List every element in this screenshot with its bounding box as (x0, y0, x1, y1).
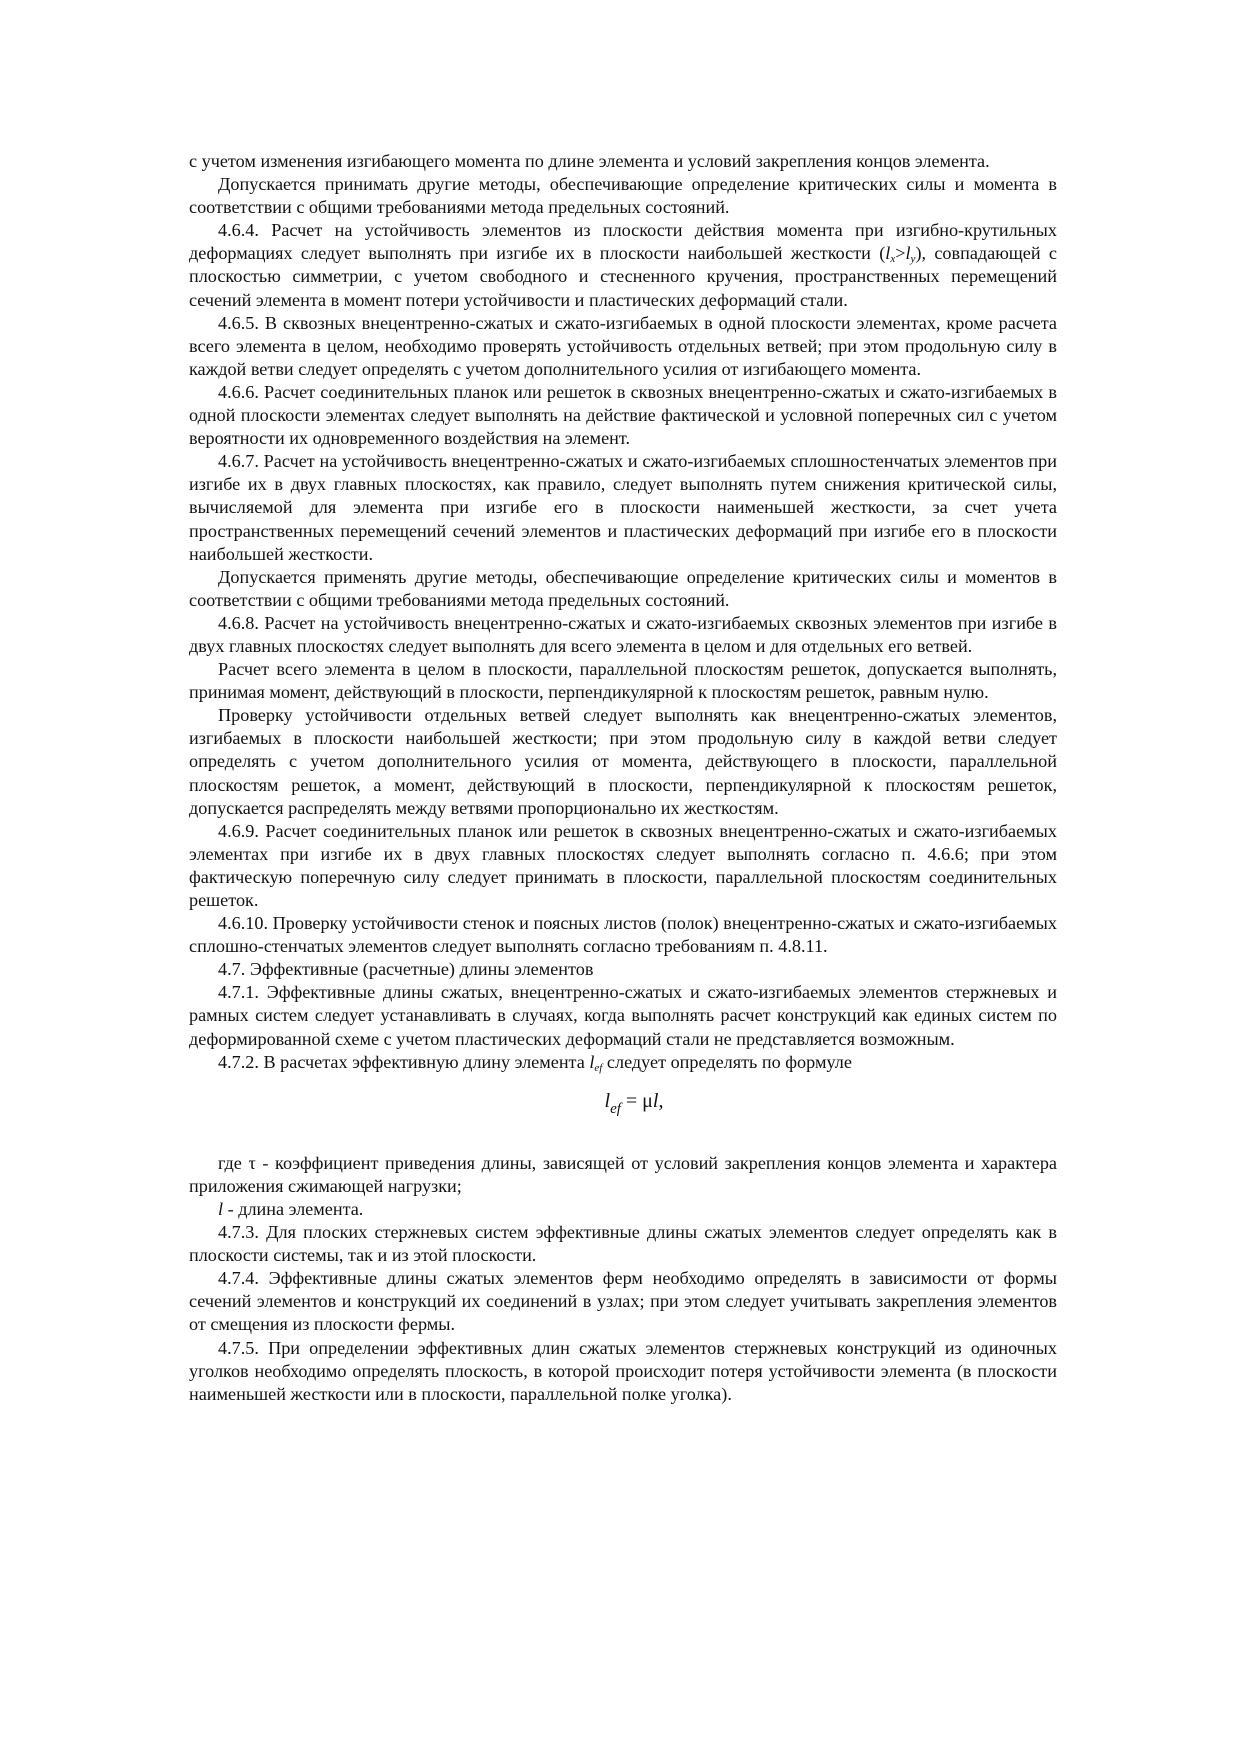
paragraph-4-6-4-text-b: ), совпадающей с плоскостью симметрии, с учетом свободного и стесненного кручения, пространственных перемещений сечений элемента в момент потери устойчивости и пластических деформаций стали. (189, 243, 1057, 310)
paragraph-continuation: с учетом изменения изгибающего момента по длине элемента и условий закрепления концов элемента. (189, 151, 990, 171)
formula-l-letter: l (604, 1089, 611, 1112)
paragraph-4-6-9: 4.6.9. Расчет соединительных планок или решеток в сквозных внецентренно-сжатых и сжато-изгибаемых элементах при изгибе их в двух главных плоскостях следует выполнять согласно п. 4.6.6; при этом фактическую поперечную силу следует принимать в плоскости, параллельной плоскостям соединительных решеток. (189, 820, 1057, 910)
paragraph-4-7-5: 4.7.5. При определении эффективных длин сжатых элементов стержневых конструкций из одиночных уголков необходимо определять плоскость, в которой происходит потеря устойчивости элемента (в плоскости наименьшей жесткости или в плоскости, параллельной полке уголка). (189, 1337, 1057, 1404)
symbol-l-x-letter: l (885, 243, 891, 264)
formula-l-ef (604, 1089, 621, 1117)
paragraph-l-definition-text: - длина элемента. (223, 1198, 364, 1219)
paragraph-4-6-7: 4.6.7. Расчет на устойчивость внецентренно-сжатых и сжато-изгибаемых сплошностенчатых элементов при изгибе их в двух главных плоскостях, как правило, следует выполнять путем снижения критической силы, вычисляемой для элемента при изгибе его в плоскости наименьшей жесткости, за счет учета пространственных перемещений сечений элементов и пластических деформаций при изгибе его в плоскости наибольшей жесткости. (189, 451, 1057, 564)
formula-effective-length (189, 1078, 1057, 1146)
paragraph-4-6-4-text-a: 4.6.4. Расчет на устойчивость элементов из плоскости действия момента при изгибно-крутильных деформациях следует выполнять при изгибе их в плоскости наибольшей жесткости ( (189, 220, 1057, 264)
formula-comma: , (658, 1089, 664, 1112)
formula-l: l (652, 1089, 659, 1112)
paragraph-where-tau: где τ - коэффициент приведения длины, зависящей от условий закрепления концов элемента и характера приложения сжимающей нагрузки; (189, 1152, 1057, 1196)
symbol-l-x-subscript: x (890, 253, 896, 266)
paragraph-other-methods-2: Допускается применять другие методы, обеспечивающие определение критических силы и моментов в соответствии с общими требованиями метода предельных состояний. (189, 566, 1057, 610)
formula-ef-subscript: ef (610, 1100, 621, 1117)
paragraph-whole-element: Расчет всего элемента в целом в плоскости, параллельной плоскостям решеток, допускается выполнять, принимая момент, действующий в плоскости, перпендикулярной к плоскостям решеток, равным нулю. (189, 659, 1057, 703)
paragraph-4-6-10: 4.6.10. Проверку устойчивости стенок и поясных листов (полок) внецентренно-сжатых и сжато-изгибаемых сплошно-стенчатых элементов следует выполнять согласно требованиям п. 4.8.11. (189, 913, 1057, 957)
paragraph-4-6-8: 4.6.8. Расчет на устойчивость внецентренно-сжатых и сжато-изгибаемых сквозных элементов при изгибе в двух главных плоскостях следует выполнять для всего элемента в целом и для отдельных его ветвей. (189, 612, 1057, 656)
paragraph-4-7-4: 4.7.4. Эффективные длины сжатых элементов ферм необходимо определять в зависимости от формы сечений элементов и конструкций их соединений в узлах; при этом следует учитывать закрепления элементов от смещения из плоскости фермы. (189, 1268, 1057, 1335)
symbol-l-ef (589, 1052, 602, 1072)
symbol-l-y-subscript: y (910, 253, 916, 266)
paragraph-4-6-4 (189, 219, 1057, 311)
symbol-l: l (218, 1198, 224, 1219)
section-heading-4-7: 4.7. Эффективные (расчетные) длины элементов (218, 959, 594, 980)
symbol-l-x (885, 243, 896, 266)
paragraph-branch-check: Проверку устойчивости отдельных ветвей следует выполнять как внецентренно-сжатых элементов, изгибаемых в плоскости наибольшей жесткости; при этом продольную силу в каждой ветви следует определять с учетом дополнительного усилия от момента, действующего в плоскости, параллельной плоскостям решеток, а момент, действующий в плоскости, перпендикулярной к плоскостям решеток, допускается распределять между ветвями пропорционально их жесткостям. (189, 705, 1057, 818)
document-page (189, 150, 1057, 1406)
paragraph-other-methods: Допускается принимать другие методы, обеспечивающие определение критических силы и момента в соответствии с общими требованиями метода предельных состояний. (189, 174, 1057, 218)
paragraph-4-7-1: 4.7.1. Эффективные длины сжатых, внецентренно-сжатых и сжато-изгибаемых элементов стержневых и рамных систем следует устанавливать в случаях, когда выполнять расчет конструкций как единых систем по деформированной схеме с учетом пластических деформаций стали не представляется возможным. (189, 982, 1057, 1049)
symbol-l-ef-letter: l (589, 1051, 595, 1072)
paragraph-4-6-5: 4.6.5. В сквозных внецентренно-сжатых и сжато-изгибаемых в одной плоскости элементах, кроме расчета всего элемента в целом, необходимо проверять устойчивость отдельных ветвей; при этом продольную силу в каждой ветви следует определять с учетом дополнительного усилия от изгибающего момента. (189, 312, 1057, 379)
paragraph-4-6-6: 4.6.6. Расчет соединительных планок или решеток в сквозных внецентренно-сжатых и сжато-изгибаемых в одной плоскости элементах следует выполнять на действие фактической и условной поперечных сил с учетом вероятности их одновременного воздействия на элемент. (189, 381, 1057, 449)
paragraph-4-7-2-text-a: 4.7.2. В расчетах эффективную длину элемента (218, 1051, 590, 1072)
symbol-l-y-letter: l (905, 243, 911, 264)
symbol-l-ef-subscript: ef (594, 1061, 603, 1074)
paragraph-4-7-2-text-b: следует определять по формуле (602, 1051, 852, 1072)
paragraph-4-7-3: 4.7.3. Для плоских стержневых систем эффективные длины сжатых элементов следует определять как в плоскости системы, так и из этой плоскости. (189, 1222, 1057, 1266)
paragraph-4-7-2 (189, 1051, 1057, 1074)
greater-than-sign: > (895, 243, 906, 264)
formula-equals-mu: = μ (620, 1089, 653, 1112)
symbol-l-y (905, 243, 916, 266)
paragraph-l-definition (189, 1198, 1057, 1221)
